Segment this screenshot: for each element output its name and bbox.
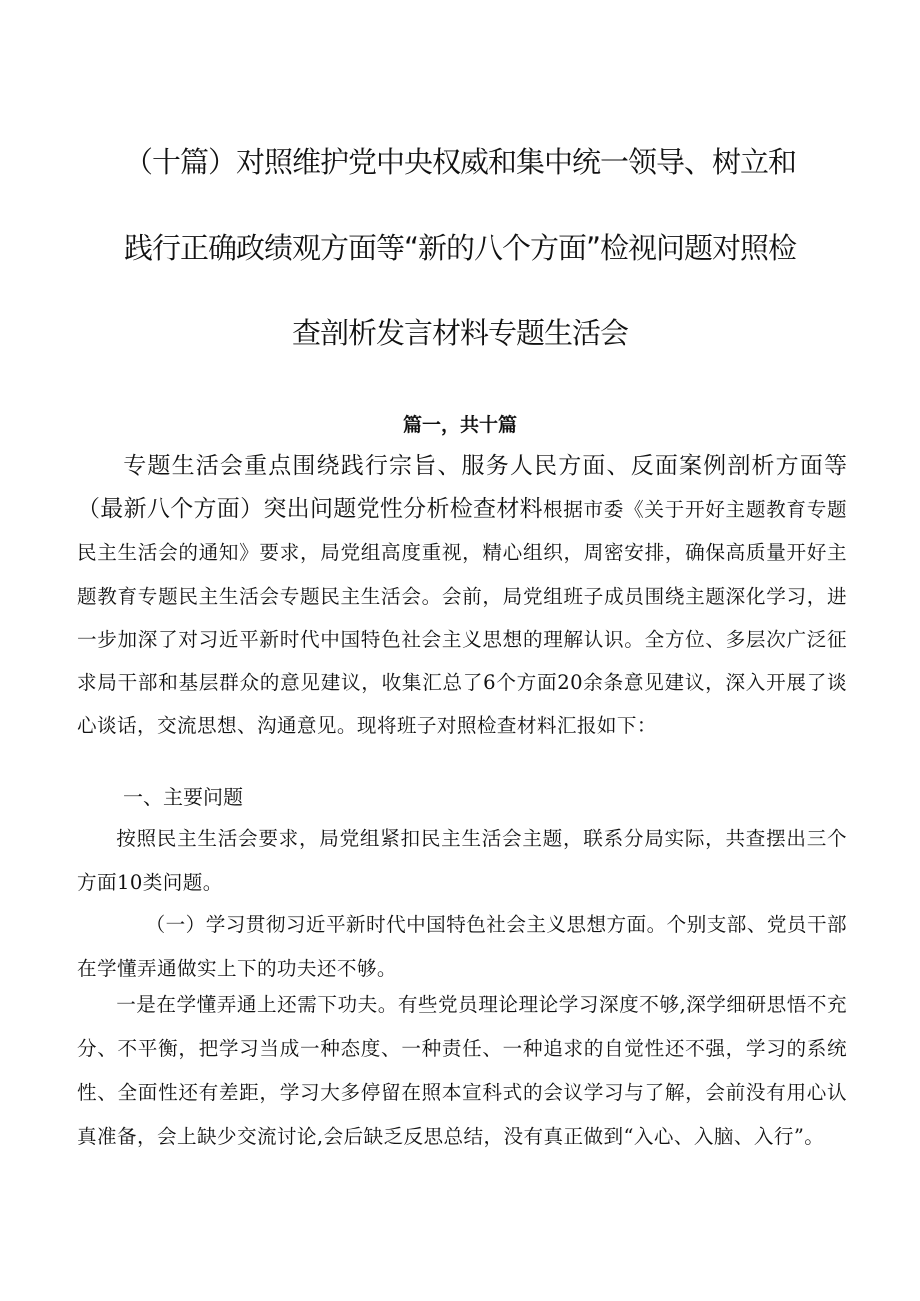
document-title-line-2: 践行正确政绩观方面等“新的八个方面”检视问题对照检: [123, 231, 797, 265]
paragraph-2: （一）学习贯彻习近平新时代中国特色社会主义思想方面。个别支部、党员干部在学懂弄通做实上下的功夫还不够。: [77, 913, 847, 980]
paragraph-3: 一是在学懂弄通上还需下功夫。有些党员理论理论学习深度不够,深学细研思悟不充分、不平衡，把学习当成一种态度、一种责任、一种追求的自觉性还不强，学习的系统性、全面性还有差距，学习大多停留在照本宣科式的会议学习与了解，会前没有用心认真准备，会上缺少交流讨论,会后缺乏反思总结，没有真正做到“入心、入脑、入行”。: [77, 993, 847, 1148]
document-title-line-1: （十篇）对照维护党中央权威和集中统一领导、树立和: [123, 145, 796, 179]
intro-lead-bold: 专题生活会重点围绕践行宗旨、服务人民方面、反面案例剖析方面等（最新八个方面）突出问题党性分析检查材料: [77, 453, 847, 523]
document-title-line-3: 查剖析发言材料专题生活会: [291, 316, 628, 350]
intro-lead-text: 根据市委《关于开好主题教育专题民主生活会的通知》要求，局党组高度重视，精心组织，周密安排，确保高质量开好主题教育专题民主生活会专题民主生活会。会前，局党组班子成员围绕主题深化学习，进一步加深了对习近平新时代中国特色社会主义思想的理解认识。全方位、多层次广泛征求局干部和基层群众的意见建议，收集汇总了6个方面20余条意见建议，深入开展了谈心谈话，交流思想、沟通意见。现将班子对照检查材料汇报如下：: [77, 498, 847, 738]
section-heading: 一、主要问题: [123, 785, 243, 809]
paragraph-1: 按照民主生活会要求，局党组紧扣民主生活会主题，联系分局实际，共查摆出三个方面10类问题。: [77, 827, 847, 894]
document-subtitle: 篇一，共十篇: [402, 414, 517, 436]
intro-paragraph: [77, 445, 847, 747]
